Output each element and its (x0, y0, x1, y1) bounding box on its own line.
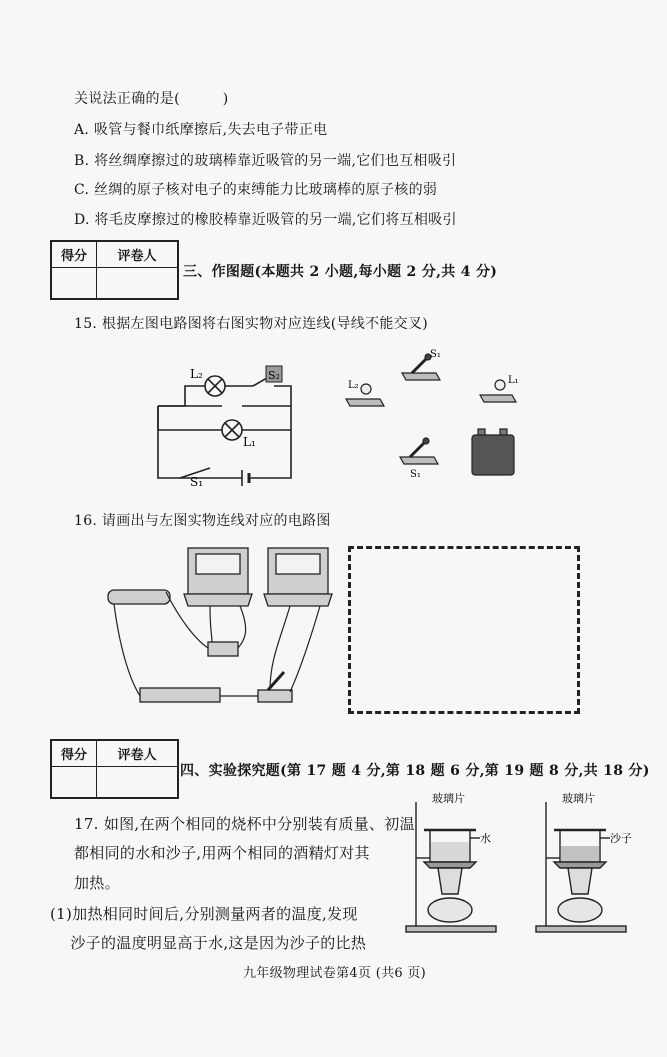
score-box-2 (50, 739, 179, 799)
q14-stem-end: 关说法正确的是( ) (74, 91, 229, 107)
q17-line-4: (1)加热相同时间后,分别测量两者的温度,发现 (50, 905, 358, 923)
q14-option-c: C. 丝绸的原子核对电子的束缚能力比玻璃棒的原子核的弱 (74, 182, 438, 198)
grader-cell-2[interactable] (97, 767, 177, 797)
score-label-2: 得分 (52, 741, 97, 767)
grader-label: 评卷人 (97, 242, 177, 268)
q17-apparatus (400, 790, 640, 940)
q14-option-b: B. 将丝绸摩擦过的玻璃棒靠近吸管的另一端,它们也互相吸引 (74, 153, 457, 169)
component-label-l2: L₂ (348, 380, 359, 391)
component-label-switch-top: S₁ (430, 349, 441, 360)
score-cell[interactable] (52, 268, 97, 298)
score-cell-2[interactable] (52, 767, 97, 797)
label-glass-right: 玻璃片 (562, 792, 595, 805)
q15-text: 15. 根据左图电路图将右图实物对应连线(导线不能交叉) (74, 316, 429, 332)
score-box (50, 240, 179, 300)
label-l1: L₁ (243, 435, 256, 449)
page-footer: 九年级物理试卷第4页 (共6 页) (243, 966, 427, 981)
q14-option-d: D. 将毛皮摩擦过的橡胶棒靠近吸管的另一端,它们将互相吸引 (74, 212, 457, 228)
grader-label-2: 评卷人 (97, 741, 177, 767)
q17-line-3: 加热。 (74, 874, 120, 892)
q15-physical-components (340, 345, 540, 485)
q17-line-5: 沙子的温度明显高于水,这是因为沙子的比热 (50, 934, 367, 952)
q16-answer-box[interactable] (348, 546, 580, 714)
q15-circuit-diagram (150, 360, 310, 490)
component-label-l1: L₁ (508, 375, 519, 386)
component-label-switch-bottom: S₁ (410, 469, 421, 480)
label-s1: S₁ (190, 475, 204, 489)
q17-line-1: 17. 如图,在两个相同的烧杯中分别装有质量、初温 (74, 815, 415, 833)
score-label: 得分 (52, 242, 97, 268)
label-sand: 沙子 (610, 832, 632, 845)
grader-cell[interactable] (97, 268, 177, 298)
label-water: 水 (480, 832, 491, 845)
q16-text: 16. 请画出与左图实物连线对应的电路图 (74, 513, 331, 529)
section3-title: 三、作图题(本题共 2 小题,每小题 2 分,共 4 分) (183, 264, 498, 280)
q17-line-2: 都相同的水和沙子,用两个相同的酒精灯对其 (74, 844, 370, 862)
section4-title: 四、实验探究题(第 17 题 4 分,第 18 题 6 分,第 19 题 8 分,共 18 分) (180, 763, 650, 779)
label-s2: S₂ (268, 369, 280, 382)
q14-option-a: A. 吸管与餐巾纸摩擦后,失去电子带正电 (74, 122, 328, 138)
q16-physical-circuit (100, 540, 340, 715)
label-l2: L₂ (190, 367, 203, 381)
label-glass-left: 玻璃片 (432, 792, 465, 805)
